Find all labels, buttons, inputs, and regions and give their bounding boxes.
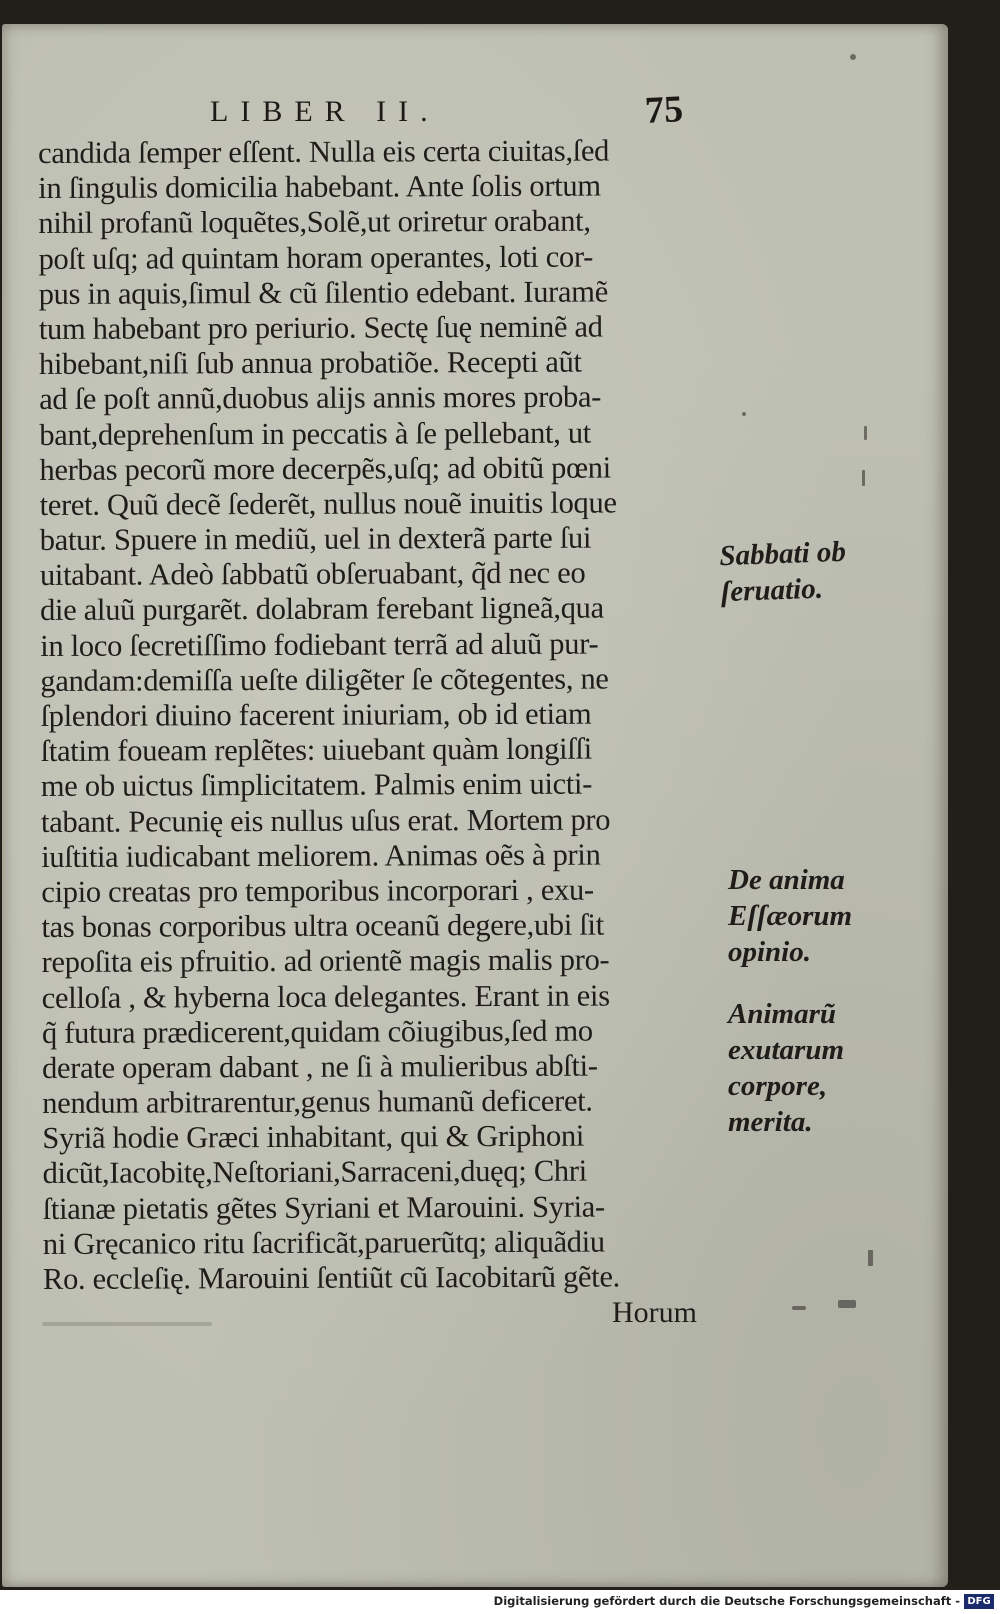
text-line: q̃ futura prædicerent,quidam cõiugibus,ſed mo [41, 1013, 593, 1050]
margin-note-line: opinio. [728, 936, 811, 968]
text-line: tas bonas corporibus ultra oceanũ degere,ubi ſit [41, 907, 604, 945]
text-line: cipio creatas pro temporibus incorporari , exu- [41, 872, 594, 909]
text-line: derate operam dabant , ne ſi à mulieribus abſti- [41, 1048, 598, 1085]
text-line: poſt uſq; ad quintam horam operantes, loti cor- [38, 239, 594, 276]
margin-note-line: Animarũ [728, 998, 836, 1030]
text-line: ni Gręcanico ritu ſacrificãt,paruerũtq; aliquãdiu [42, 1224, 605, 1261]
margin-note-souls-merits [728, 996, 844, 1140]
text-line: Syriã hodie Græci inhabitant, qui & Griphoni [42, 1118, 585, 1156]
margin-note-line: corpore, [728, 1070, 828, 1102]
text-line: me ob uictus ſimplicitatem. Palmis enim uicti- [40, 766, 593, 804]
margin-note-line: De anima [728, 864, 845, 896]
ink-speck [868, 1250, 873, 1266]
text-line: pus in aquis,ſimul & cũ ſilentio edebant. Iuramẽ [38, 274, 608, 311]
dfg-logo: DFG [964, 1594, 994, 1609]
running-head: LIBER II. [210, 95, 440, 128]
text-line: in loco ſecretiſſimo fodiebant terrã ad aluũ pur- [40, 626, 599, 663]
ink-speck [850, 54, 856, 60]
margin-note-line: exutarum [728, 1034, 845, 1066]
text-line: ſtatim foueam replẽtes: uiuebant quàm longiſſi [40, 731, 592, 769]
ink-speck [864, 426, 867, 440]
text-line: nihil profanũ loquẽtes,Solẽ,ut oriretur orabant, [38, 203, 591, 241]
margin-note-line: Eſſæorum [728, 900, 853, 932]
text-line: die aluũ purgarẽt. dolabram ferebant ligneã,qua [39, 590, 604, 628]
text-line: nendum arbitrarentur,genus humanũ deficeret. [42, 1083, 593, 1121]
ink-speck [42, 1322, 212, 1326]
text-line: tum habebant pro periurio. Sectę ſuę neminẽ ad [38, 309, 603, 346]
digitization-credit: Digitalisierung gefördert durch die Deutsche Forschungsgemeinschaft - [493, 1594, 960, 1608]
page-number: 75 [643, 88, 685, 132]
text-line: celloſa , & hyberna loca delegantes. Erant in eis [41, 978, 610, 1015]
text-line: ſplendori diuino facerent iniuriam, ob id etiam [40, 696, 592, 733]
text-line: gandam:demiſſa ueſte diligẽter ſe cõtegentes, ne [40, 661, 609, 698]
ink-speck [742, 412, 746, 416]
ink-speck [838, 1300, 856, 1308]
ink-speck [862, 470, 865, 486]
catchword: Horum [612, 1296, 697, 1329]
text-line: bant,deprehenſum in peccatis à ſe pellebant, ut [39, 415, 591, 452]
text-line: candida ſemper eſſent. Nulla eis certa ciuitas,ſed [38, 133, 610, 170]
text-line: ſtianæ pietatis gẽtes Syriani et Marouini. Syria- [42, 1189, 605, 1226]
text-line: tabant. Pecunię eis nullus uſus erat. Mortem pro [40, 802, 611, 839]
text-line: uitabant. Adeò ſabbatũ obſeruabant, q̃d nec eo [39, 555, 586, 593]
text-line: hibebant,niſi ſub annua probatiõe. Recepti aũt [38, 344, 582, 382]
text-line: herbas pecorũ more decerpẽs,uſq; ad obitũ pœni [39, 450, 611, 487]
main-text-block [38, 133, 723, 1297]
text-line: repoſita eis pfruitio. ad orientẽ magis malis pro- [41, 942, 610, 980]
margin-note-line: ſeruatio. [720, 572, 824, 609]
text-line: teret. Quũ decẽ ſederẽt, nullus nouẽ inuitis loque [39, 485, 617, 522]
text-line: dicũt,Iacobitę,Neſtoriani,Sarraceni,duęq; Chri [42, 1154, 587, 1191]
ink-speck [792, 1306, 806, 1310]
margin-note-sabbath [719, 534, 848, 610]
text-line: batur. Spuere in mediũ, uel in dexterã parte ſui [39, 520, 592, 558]
margin-note-line: Sabbati ob [718, 535, 847, 573]
margin-note-line: merita. [728, 1106, 813, 1138]
text-line: Ro. eccleſię. Marouini ſentiũt cũ Iacobitarũ gẽte. [42, 1259, 621, 1296]
text-line: ad ſe poſt annũ,duobus alijs annis mores proba- [39, 379, 602, 417]
text-line: in ſingulis domicilia habebant. Ante ſolis ortum [38, 168, 601, 206]
margin-note-soul-opinion [728, 862, 852, 970]
text-line: iuſtitia iudicabant meliorem. Animas oẽs à prin [41, 837, 601, 874]
